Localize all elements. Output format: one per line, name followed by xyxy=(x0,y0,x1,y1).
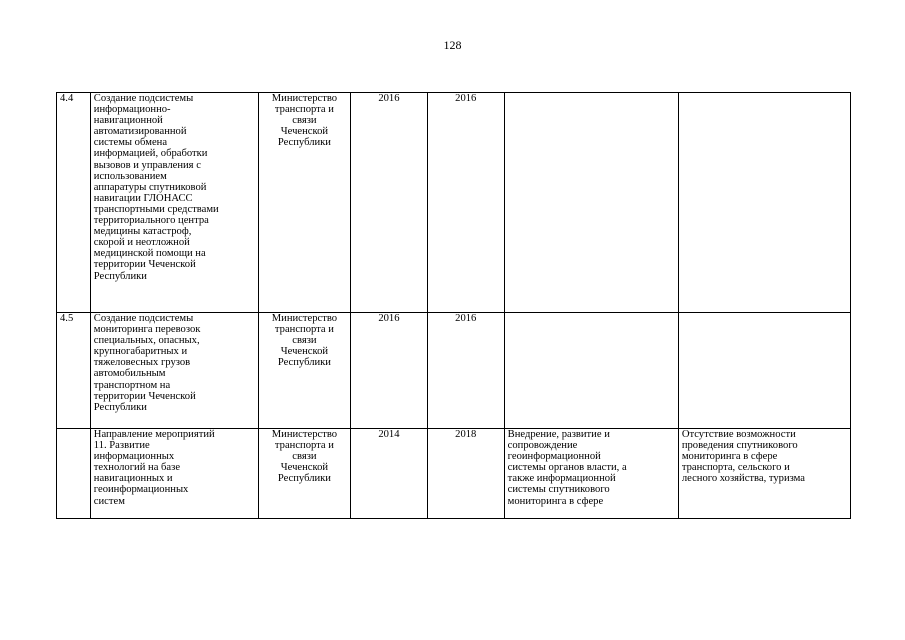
table-row xyxy=(57,313,851,429)
activity-name: Создание подсистемы информационно- навигационной автоматизированной системы обмена информацией, обработки вызовов и управления с использованием аппаратуры спутниковой навигации ГЛОНАСС транспортными средствами территориального центра медицины катастроф, скорой и неотложной медицинской помощи на территории Чеченской Республики xyxy=(90,93,258,313)
end-year: 2016 xyxy=(427,313,504,429)
result-cell-empty xyxy=(504,93,678,313)
consequence-cell-empty xyxy=(678,93,850,313)
activity-name: Создание подсистемы мониторинга перевозок специальных, опасных, крупногабаритных и тяжеловесных грузов автомобильным транспортном на территории Чеченской Республики xyxy=(90,313,258,429)
row-number xyxy=(57,429,91,519)
start-year: 2016 xyxy=(351,93,428,313)
consequence: Отсутствие возможности проведения спутникового мониторинга в сфере транспорта, сельского и лесного хозяйства, туризма xyxy=(678,429,850,519)
row-number: 4.4 xyxy=(57,93,91,313)
end-year: 2018 xyxy=(427,429,504,519)
table-row xyxy=(57,429,851,519)
row-number: 4.5 xyxy=(57,313,91,429)
start-year: 2016 xyxy=(351,313,428,429)
executor: Министерство транспорта и связи Чеченской Республики xyxy=(258,429,350,519)
page-number: 128 xyxy=(443,38,462,52)
executor: Министерство транспорта и связи Чеченской Республики xyxy=(258,93,350,313)
activity-name: Направление мероприятий 11. Развитие информационных технологий на базе навигационных и геоинформационных систем xyxy=(90,429,258,519)
consequence-cell-upper xyxy=(678,313,850,429)
expected-result: Внедрение, развитие и сопровождение геоинформационной системы органов власти, а также информационной системы спутникового мониторинга в сфере xyxy=(504,429,678,519)
activities-table xyxy=(56,92,851,519)
result-cell-upper xyxy=(504,313,678,429)
end-year: 2016 xyxy=(427,93,504,313)
start-year: 2014 xyxy=(351,429,428,519)
executor: Министерство транспорта и связи Чеченской Республики xyxy=(258,313,350,429)
table-row xyxy=(57,93,851,313)
